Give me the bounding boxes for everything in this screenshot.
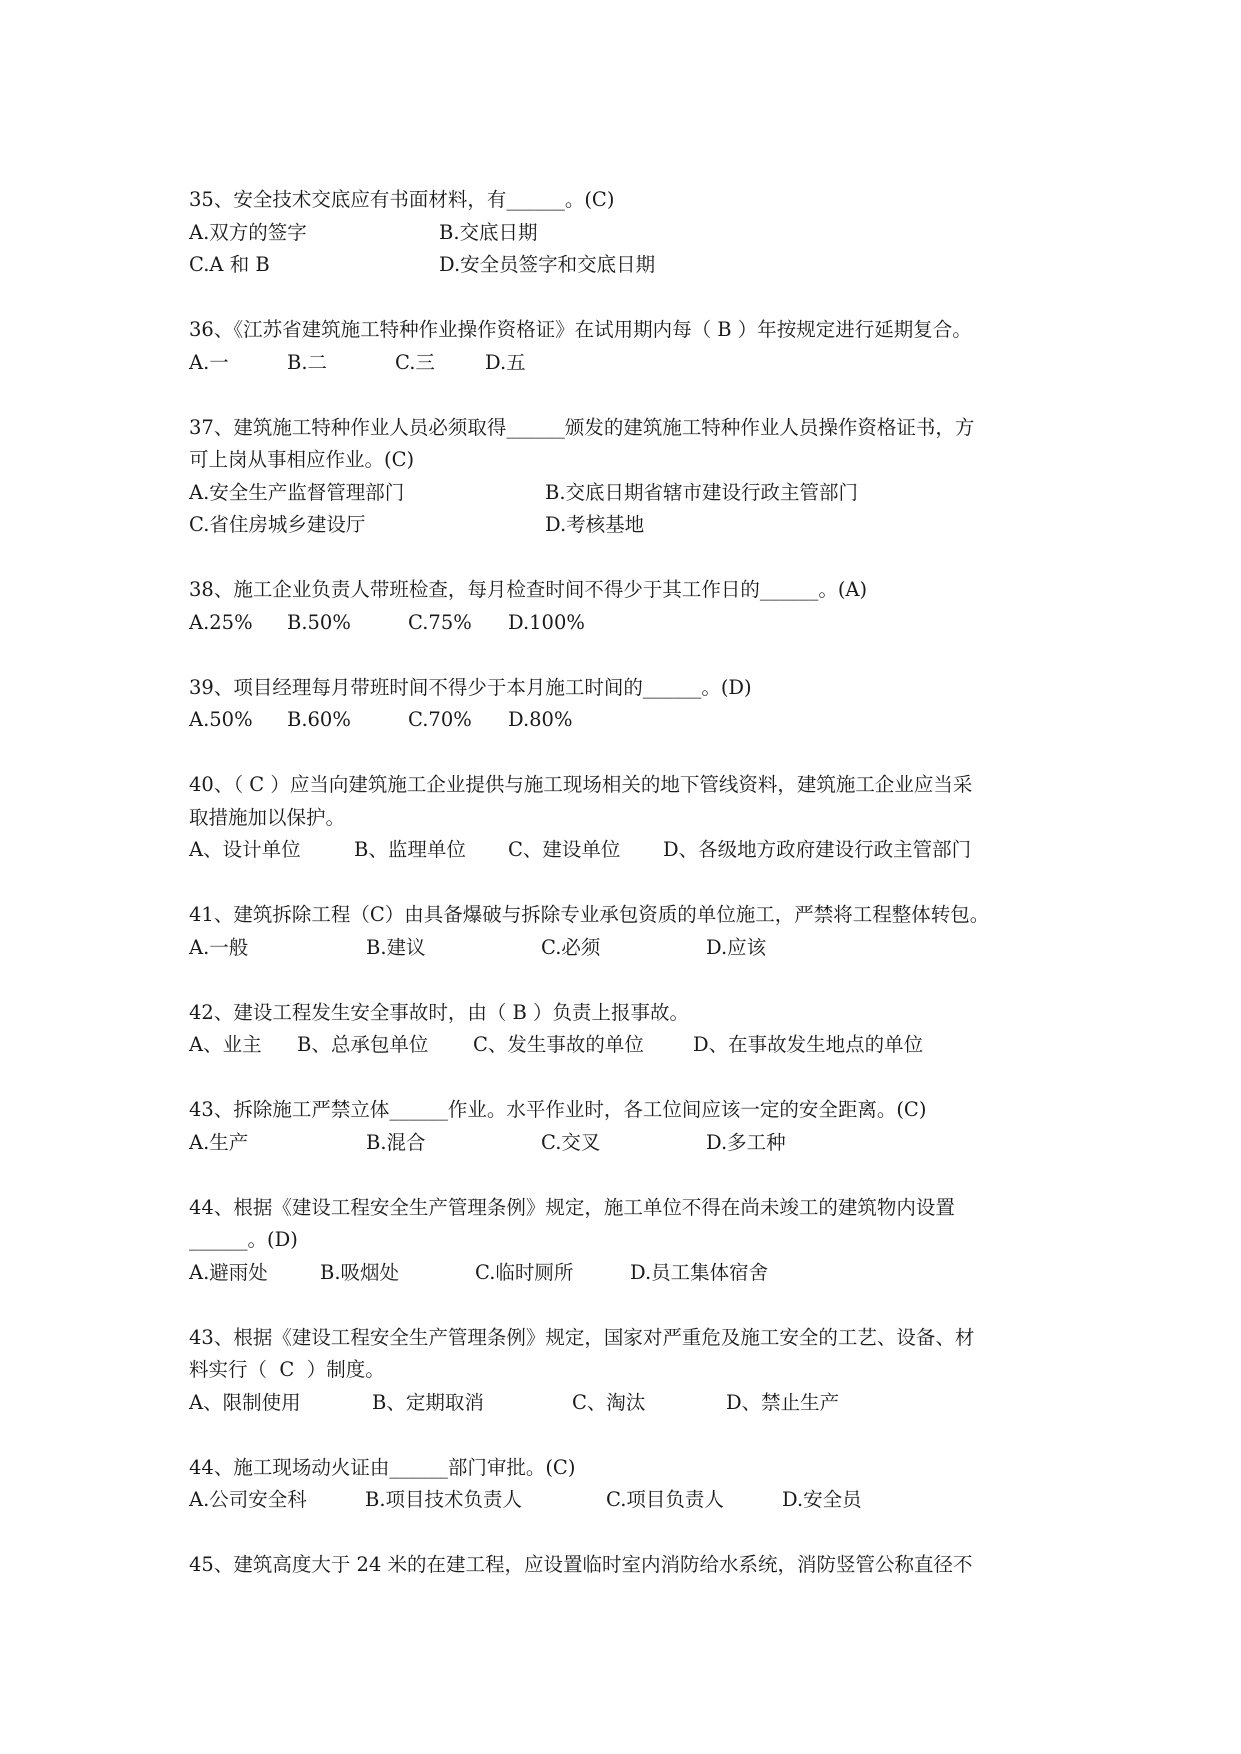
option-c: C.交叉 (541, 1130, 601, 1154)
question-text: 43、根据《建设工程安全生产管理条例》规定，国家对严重危及施工安全的工艺、设备、材 (189, 1325, 975, 1349)
option-d: D.应该 (706, 935, 767, 959)
options-row (189, 932, 1069, 965)
option-b: B、定期取消 (372, 1390, 484, 1414)
question-text: 44、施工现场动火证由______部门审批。(C) (189, 1455, 576, 1479)
options-row (189, 249, 1069, 282)
question-text-continued: 料实行（ C ）制度。 (189, 1358, 385, 1381)
option-c: C、建设单位 (508, 838, 621, 861)
question-text: 36、《江苏省建筑施工特种作业操作资格证》在试用期内每（ B ）年按规定进行延期复合。 (189, 318, 972, 341)
question-text-continued: 可上岗从事相应作业。(C) (189, 448, 415, 471)
options-row (189, 477, 1069, 510)
option-d: D、各级地方政府建设行政主管部门 (663, 838, 972, 861)
option-c: C.75% (408, 610, 472, 634)
option-b: B.交底日期 (439, 220, 538, 244)
option-a: A.安全生产监督管理部门 (189, 480, 405, 504)
question-text: 39、项目经理每月带班时间不得少于本月施工时间的______。(D) (189, 675, 752, 699)
options-row (189, 509, 1069, 542)
option-a: A.避雨处 (189, 1260, 268, 1284)
option-b: B.项目技术负责人 (365, 1488, 523, 1511)
question-41 (189, 899, 1069, 964)
option-c: C.省住房城乡建设厅 (189, 513, 366, 536)
question-36 (189, 314, 1069, 379)
option-d: D、在事故发生地点的单位 (693, 1033, 924, 1056)
option-a: A.50% (189, 708, 253, 731)
question-text: 40、（ C ）应当向建筑施工企业提供与施工现场相关的地下管线资料，建筑施工企业应当采 (189, 773, 973, 796)
option-a: A.一般 (189, 935, 249, 959)
question-text-continued: ______。(D) (189, 1228, 298, 1251)
question-text: 41、建筑拆除工程（C）由具备爆破与拆除专业承包资质的单位施工，严禁将工程整体转包。 (189, 903, 990, 926)
option-d: D.员工集体宿舍 (630, 1260, 769, 1284)
question-text: 43、拆除施工严禁立体______作业。水平作业时，各工位间应该一定的安全距离。(C) (189, 1098, 927, 1121)
option-d: D.80% (508, 708, 573, 731)
option-a: A、业主 (189, 1033, 262, 1056)
option-d: D.五 (485, 350, 526, 374)
question-43-second (189, 1322, 1069, 1420)
question-42 (189, 997, 1069, 1062)
question-39 (189, 672, 1069, 737)
option-a: A.一 (189, 350, 229, 374)
option-d: D.考核基地 (545, 513, 645, 536)
question-text: 42、建设工程发生安全事故时，由（ B ）负责上报事故。 (189, 1000, 690, 1024)
option-a: A.25% (189, 610, 253, 634)
question-43 (189, 1094, 1069, 1159)
option-c: C.临时厕所 (475, 1260, 574, 1284)
option-a: A.生产 (189, 1130, 249, 1154)
question-list (189, 184, 1069, 1614)
option-c: C.70% (408, 708, 472, 731)
question-text: 45、建筑高度大于 24 米的在建工程，应设置临时室内消防给水系统，消防竖管公称直径不 (189, 1553, 973, 1576)
option-b: B.吸烟处 (320, 1260, 400, 1284)
options-row (189, 217, 1069, 250)
option-d: D.安全员 (782, 1488, 862, 1511)
question-text: 37、建筑施工特种作业人员必须取得______颁发的建筑施工特种作业人员操作资格证书，方 (189, 415, 975, 439)
question-44-second (189, 1452, 1069, 1517)
option-d: D.多工种 (706, 1130, 786, 1154)
option-b: B.60% (287, 708, 351, 731)
option-c: C、发生事故的单位 (473, 1033, 644, 1056)
option-c: C.项目负责人 (606, 1488, 724, 1511)
option-a: A、设计单位 (189, 838, 301, 861)
options-row (189, 704, 1069, 737)
option-c: C.A 和 B (189, 253, 270, 276)
question-35 (189, 184, 1069, 282)
question-37 (189, 412, 1069, 542)
option-a: A.公司安全科 (189, 1488, 307, 1511)
option-d: D.100% (508, 610, 585, 634)
option-c: C、淘汰 (572, 1390, 646, 1414)
option-b: B.建议 (366, 935, 426, 959)
options-row (189, 1387, 1069, 1420)
question-text-continued: 取措施加以保护。 (189, 805, 346, 829)
question-38 (189, 574, 1069, 639)
option-b: B.混合 (366, 1130, 426, 1154)
option-c: C.必须 (541, 935, 601, 959)
option-c: C.三 (395, 350, 435, 374)
question-text: 38、施工企业负责人带班检查，每月检查时间不得少于其工作日的______。(A) (189, 578, 868, 601)
option-d: D.安全员签字和交底日期 (439, 253, 656, 276)
options-row (189, 1257, 1069, 1290)
option-b: B.二 (287, 350, 328, 374)
question-45 (189, 1549, 1069, 1582)
option-b: B.50% (287, 610, 351, 634)
option-a: A.双方的签字 (189, 220, 307, 244)
option-b: B、总承包单位 (297, 1033, 429, 1056)
options-row (189, 1127, 1069, 1160)
question-text: 35、安全技术交底应有书面材料，有______。(C) (189, 188, 615, 211)
options-row (189, 347, 1069, 380)
option-b: B.交底日期省辖市建设行政主管部门 (545, 480, 859, 504)
question-40 (189, 769, 1069, 867)
question-44 (189, 1192, 1069, 1290)
options-row (189, 1484, 1069, 1517)
option-b: B、监理单位 (354, 838, 466, 861)
option-d: D、禁止生产 (726, 1390, 840, 1414)
question-text: 44、根据《建设工程安全生产管理条例》规定，施工单位不得在尚未竣工的建筑物内设置 (189, 1195, 955, 1219)
options-row (189, 607, 1069, 640)
option-a: A、限制使用 (189, 1390, 301, 1414)
options-row (189, 1029, 1069, 1062)
options-row (189, 834, 1069, 867)
